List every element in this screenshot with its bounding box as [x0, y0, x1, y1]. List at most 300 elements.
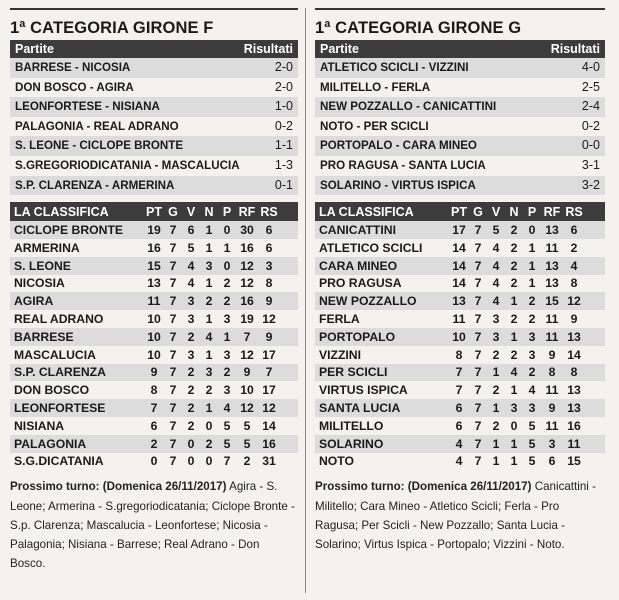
- goals-against: 7: [265, 365, 273, 380]
- drawn: 2: [510, 240, 518, 255]
- goals-for: 9: [548, 347, 556, 362]
- table-row: [315, 221, 605, 239]
- goals-against: 9: [570, 312, 578, 327]
- lost: 2: [223, 276, 231, 291]
- won: 3: [492, 329, 500, 344]
- played: 7: [474, 347, 482, 362]
- team-name: DON BOSCO: [14, 383, 90, 398]
- drawn: 2: [205, 383, 213, 398]
- goals-against: 6: [265, 223, 273, 238]
- team-name: MILITELLO: [319, 418, 384, 433]
- match-teams: LEONFORTESE - NISIANA: [15, 100, 160, 114]
- table-row: [315, 435, 605, 453]
- goals-for: 9: [548, 401, 556, 416]
- drawn: 2: [205, 294, 213, 309]
- match-row: [10, 136, 298, 156]
- team-name: NEW POZZALLO: [319, 294, 417, 309]
- points: 10: [147, 347, 161, 362]
- goals-against: 8: [570, 365, 578, 380]
- table-row: [315, 239, 605, 257]
- standings-header: [10, 202, 298, 221]
- table-row: [315, 292, 605, 310]
- drawn: 1: [205, 312, 213, 327]
- won: 2: [492, 418, 500, 433]
- lost: 5: [223, 418, 231, 433]
- points: 4: [455, 454, 463, 469]
- goals-for: 15: [545, 294, 559, 309]
- goals-against: 13: [567, 383, 581, 398]
- points: 14: [452, 240, 466, 255]
- lost: 3: [528, 347, 536, 362]
- goals-against: 9: [265, 329, 273, 344]
- points: 0: [150, 454, 158, 469]
- won: 5: [492, 223, 500, 238]
- played: 7: [169, 312, 177, 327]
- next-round-lead: Prossimo turno: (Domenica 26/11/2017): [10, 480, 227, 494]
- goals-for: 10: [240, 383, 254, 398]
- points: 2: [150, 436, 158, 451]
- team-name: PALAGONIA: [14, 436, 87, 451]
- table-row: [10, 310, 298, 328]
- points: 9: [150, 365, 158, 380]
- top-rule: [10, 8, 298, 16]
- table-row: [10, 381, 298, 399]
- lost: 2: [223, 365, 231, 380]
- match-row: [10, 176, 298, 196]
- header-team-name: LA CLASSIFICA: [319, 204, 414, 219]
- played: 7: [169, 383, 177, 398]
- table-row: [315, 310, 605, 328]
- team-name: CANICATTINI: [319, 223, 396, 238]
- goals-against: 14: [262, 418, 276, 433]
- points: 15: [147, 258, 161, 273]
- played: 7: [169, 418, 177, 433]
- drawn: 3: [205, 258, 213, 273]
- played: 7: [474, 383, 482, 398]
- match-teams: ATLETICO SCICLI - VIZZINI: [320, 61, 469, 74]
- points: 11: [147, 294, 161, 309]
- table-row: [10, 435, 298, 453]
- won: 3: [187, 294, 195, 309]
- match-teams: S. LEONE - CICLOPE BRONTE: [15, 139, 184, 153]
- played: 7: [169, 223, 177, 238]
- lost: 2: [528, 365, 536, 380]
- goals-against: 9: [265, 294, 273, 309]
- won: 1: [492, 436, 500, 451]
- won: 4: [187, 276, 195, 291]
- lost: 1: [528, 240, 536, 255]
- header-goals-against: RS: [260, 204, 278, 219]
- girone-f-title: 1ª CATEGORIA GIRONE F: [10, 19, 214, 37]
- won: 2: [187, 418, 195, 433]
- matches-header-left: Partite: [15, 42, 54, 56]
- lost: 3: [223, 312, 231, 327]
- next-round-lead: Prossimo turno: (Domenica 26/11/2017): [315, 480, 532, 494]
- won: 4: [492, 240, 500, 255]
- lost: 1: [528, 276, 536, 291]
- table-row: [315, 381, 605, 399]
- played: 7: [474, 312, 482, 327]
- lost: 5: [528, 436, 536, 451]
- table-row: [315, 275, 605, 293]
- table-row: [10, 239, 298, 257]
- played: 7: [474, 454, 482, 469]
- header-goals-for: RF: [238, 204, 256, 219]
- goals-for: 9: [243, 365, 251, 380]
- played: 7: [474, 276, 482, 291]
- won: 2: [187, 383, 195, 398]
- goals-for: 6: [548, 454, 556, 469]
- goals-for: 12: [240, 401, 254, 416]
- goals-against: 17: [262, 347, 276, 362]
- points: 7: [455, 365, 463, 380]
- match-result: 0-2: [274, 118, 293, 133]
- played: 7: [474, 294, 482, 309]
- points: 7: [150, 401, 158, 416]
- lost: 1: [223, 240, 231, 255]
- team-name: NOTO: [319, 454, 354, 469]
- goals-against: 31: [262, 454, 276, 469]
- match-list: [10, 58, 298, 195]
- played: 7: [169, 454, 177, 469]
- header-played: G: [168, 204, 178, 219]
- lost: 4: [528, 383, 536, 398]
- match-row: [10, 97, 298, 117]
- match-teams: PORTOPALO - CARA MINEO: [320, 139, 477, 153]
- table-row: [315, 346, 605, 364]
- points: 13: [147, 276, 161, 291]
- won: 1: [492, 401, 500, 416]
- team-name: AGIRA: [14, 294, 54, 309]
- played: 7: [474, 223, 482, 238]
- header-lost: P: [527, 204, 537, 219]
- match-row: [315, 156, 605, 176]
- team-name: LEONFORTESE: [14, 401, 106, 416]
- header-points: PT: [146, 204, 162, 219]
- points: 17: [452, 223, 466, 238]
- header-drawn: N: [509, 204, 519, 219]
- goals-against: 12: [262, 312, 276, 327]
- goals-against: 4: [570, 258, 578, 273]
- next-round-fixtures: Canicattini - Militello; Cara Mineo - Atletico Scicli; Ferla - Pro Ragusa; Per Scicli - New Pozzallo; Santa Lucia - Solarino; Virtus Ispica - Portopalo; Vizzini - Noto.: [315, 480, 596, 551]
- goals-for: 11: [545, 329, 559, 344]
- table-row: [10, 399, 298, 417]
- goals-against: 14: [567, 347, 581, 362]
- match-result: 1-1: [274, 138, 293, 153]
- table-row: [315, 328, 605, 346]
- won: 6: [187, 223, 195, 238]
- match-row: [315, 58, 605, 78]
- played: 7: [169, 258, 177, 273]
- goals-for: 16: [240, 294, 254, 309]
- drawn: 1: [205, 347, 213, 362]
- points: 10: [452, 329, 466, 344]
- won: 4: [187, 258, 195, 273]
- played: 7: [169, 276, 177, 291]
- lost: 3: [528, 401, 536, 416]
- table-row: [10, 328, 298, 346]
- header-lost: P: [222, 204, 232, 219]
- goals-for: 13: [545, 223, 559, 238]
- points: 6: [455, 401, 463, 416]
- drawn: 2: [510, 276, 518, 291]
- matches-header: [315, 40, 605, 58]
- matches-header-right: Risultati: [550, 42, 600, 56]
- match-row: [315, 78, 605, 98]
- match-teams: PRO RAGUSA - SANTA LUCIA: [320, 158, 486, 172]
- team-name: PER SCICLI: [319, 365, 388, 380]
- points: 14: [452, 276, 466, 291]
- lost: 0: [528, 223, 536, 238]
- drawn: 1: [510, 294, 518, 309]
- drawn: 3: [205, 365, 213, 380]
- drawn: 1: [510, 383, 518, 398]
- drawn: 4: [205, 329, 213, 344]
- drawn: 2: [510, 258, 518, 273]
- lost: 2: [528, 294, 536, 309]
- won: 2: [492, 347, 500, 362]
- played: 7: [169, 401, 177, 416]
- girone-g-column: [315, 0, 605, 554]
- lost: 3: [528, 329, 536, 344]
- played: 7: [474, 240, 482, 255]
- goals-against: 8: [265, 276, 273, 291]
- points: 19: [147, 223, 161, 238]
- girone-f-column: [10, 0, 298, 573]
- table-row: [10, 221, 298, 239]
- drawn: 2: [510, 312, 518, 327]
- drawn: 0: [205, 418, 213, 433]
- played: 7: [169, 347, 177, 362]
- points: 14: [452, 258, 466, 273]
- team-name: PORTOPALO: [319, 329, 396, 344]
- match-row: [10, 78, 298, 98]
- header-points: PT: [451, 204, 467, 219]
- lost: 1: [223, 329, 231, 344]
- goals-against: 12: [262, 401, 276, 416]
- played: 7: [474, 401, 482, 416]
- goals-against: 8: [570, 276, 578, 291]
- lost: 3: [223, 347, 231, 362]
- team-name: NISIANA: [14, 418, 65, 433]
- goals-against: 2: [570, 240, 578, 255]
- match-result: 0-0: [581, 138, 600, 153]
- goals-for: 13: [545, 258, 559, 273]
- played: 7: [474, 329, 482, 344]
- won: 2: [492, 383, 500, 398]
- standings-header: [315, 202, 605, 221]
- team-name: CARA MINEO: [319, 258, 398, 273]
- table-row: [10, 453, 298, 471]
- match-result: 4-0: [581, 60, 600, 74]
- lost: 2: [528, 312, 536, 327]
- match-result: 1-3: [274, 157, 293, 172]
- points: 13: [452, 294, 466, 309]
- table-row: [10, 417, 298, 435]
- goals-for: 11: [545, 418, 559, 433]
- match-teams: NEW POZZALLO - CANICATTINI: [320, 100, 497, 114]
- match-result: 3-1: [581, 157, 600, 172]
- goals-for: 5: [243, 418, 251, 433]
- lost: 0: [223, 223, 231, 238]
- drawn: 3: [510, 401, 518, 416]
- goals-for: 12: [240, 258, 254, 273]
- won: 4: [492, 258, 500, 273]
- points: 10: [147, 312, 161, 327]
- won: 3: [187, 312, 195, 327]
- match-result: 2-5: [581, 79, 600, 94]
- lost: 7: [223, 454, 231, 469]
- played: 7: [169, 436, 177, 451]
- played: 7: [474, 365, 482, 380]
- points: 7: [455, 383, 463, 398]
- team-name: SOLARINO: [319, 436, 384, 451]
- team-name: MASCALUCIA: [14, 347, 96, 362]
- lost: 2: [223, 294, 231, 309]
- lost: 0: [223, 258, 231, 273]
- match-teams: S.P. CLARENZA - ARMERINA: [15, 178, 175, 192]
- points: 8: [455, 347, 463, 362]
- top-rule: [315, 8, 605, 16]
- match-row: [10, 58, 298, 78]
- match-result: 2-0: [274, 60, 293, 74]
- match-result: 3-2: [581, 177, 600, 192]
- match-result: 2-0: [274, 79, 293, 94]
- next-round-fixtures: Agira - S. Leone; Armerina - S.gregoriodicatania; Ciclope Bronte - S.p. Clarenza; Mascalucia - Leonfortese; Nicosia - Palagonia; Nisiana - Barrese; Real Adrano - Don Bosco.: [10, 480, 295, 571]
- goals-against: 13: [567, 329, 581, 344]
- team-name: S. LEONE: [14, 258, 71, 273]
- match-teams: NOTO - PER SCICLI: [320, 119, 429, 133]
- standings-table: [10, 221, 298, 470]
- drawn: 2: [205, 436, 213, 451]
- lost: 1: [528, 258, 536, 273]
- match-row: [10, 156, 298, 176]
- table-row: [315, 417, 605, 435]
- drawn: 0: [205, 454, 213, 469]
- goals-for: 11: [545, 383, 559, 398]
- match-result: 2-4: [581, 99, 600, 114]
- table-row: [315, 364, 605, 382]
- matches-header-left: Partite: [320, 42, 359, 56]
- table-row: [10, 364, 298, 382]
- team-name: ATLETICO SCICLI: [319, 240, 423, 255]
- header-team-name: LA CLASSIFICA: [14, 204, 109, 219]
- match-teams: S.GREGORIODICATANIA - MASCALUCIA: [15, 158, 240, 172]
- won: 0: [187, 454, 195, 469]
- played: 7: [474, 436, 482, 451]
- won: 0: [187, 436, 195, 451]
- goals-for: 11: [545, 312, 559, 327]
- won: 1: [492, 454, 500, 469]
- goals-against: 16: [262, 436, 276, 451]
- goals-for: 13: [545, 276, 559, 291]
- played: 7: [169, 365, 177, 380]
- table-row: [315, 453, 605, 471]
- points: 11: [452, 312, 466, 327]
- next-round: [315, 477, 605, 554]
- header-goals-against: RS: [565, 204, 583, 219]
- drawn: 2: [510, 223, 518, 238]
- goals-for: 11: [545, 240, 559, 255]
- team-name: S.P. CLARENZA: [14, 365, 106, 380]
- won: 2: [187, 401, 195, 416]
- drawn: 1: [205, 401, 213, 416]
- goals-against: 16: [567, 418, 581, 433]
- team-name: SANTA LUCIA: [319, 401, 401, 416]
- played: 7: [169, 294, 177, 309]
- won: 5: [187, 240, 195, 255]
- team-name: NICOSIA: [14, 276, 65, 291]
- match-row: [315, 117, 605, 137]
- goals-against: 11: [567, 436, 581, 451]
- match-row: [315, 176, 605, 196]
- drawn: 0: [510, 418, 518, 433]
- team-name: BARRESE: [14, 329, 74, 344]
- lost: 4: [223, 401, 231, 416]
- match-teams: PALAGONIA - REAL ADRANO: [15, 119, 179, 133]
- drawn: 1: [510, 329, 518, 344]
- won: 3: [492, 312, 500, 327]
- won: 4: [492, 294, 500, 309]
- won: 4: [492, 276, 500, 291]
- team-name: ARMERINA: [14, 240, 80, 255]
- match-result: 0-1: [274, 177, 293, 192]
- points: 10: [147, 329, 161, 344]
- drawn: 1: [205, 276, 213, 291]
- table-row: [10, 292, 298, 310]
- goals-against: 6: [265, 240, 273, 255]
- drawn: 1: [205, 223, 213, 238]
- won: 2: [187, 365, 195, 380]
- lost: 5: [528, 418, 536, 433]
- drawn: 4: [510, 365, 518, 380]
- team-name: CICLOPE BRONTE: [14, 223, 124, 238]
- header-drawn: N: [204, 204, 214, 219]
- match-list: [315, 58, 605, 195]
- goals-for: 8: [548, 365, 556, 380]
- standings-table: [315, 221, 605, 470]
- match-result: 1-0: [274, 99, 293, 114]
- drawn: 1: [205, 240, 213, 255]
- goals-for: 2: [243, 454, 251, 469]
- played: 7: [169, 240, 177, 255]
- points: 4: [455, 436, 463, 451]
- drawn: 2: [510, 347, 518, 362]
- girone-g-title: 1ª CATEGORIA GIRONE G: [315, 19, 522, 37]
- goals-for: 7: [243, 329, 251, 344]
- table-row: [10, 346, 298, 364]
- match-teams: SOLARINO - VIRTUS ISPICA: [320, 178, 476, 192]
- header-won: V: [491, 204, 501, 219]
- table-row: [10, 275, 298, 293]
- points: 8: [150, 383, 158, 398]
- points: 6: [455, 418, 463, 433]
- match-row: [315, 97, 605, 117]
- goals-against: 6: [570, 223, 578, 238]
- table-row: [315, 399, 605, 417]
- next-round: [10, 477, 298, 573]
- played: 7: [474, 418, 482, 433]
- team-name: FERLA: [319, 312, 360, 327]
- goals-against: 3: [265, 258, 273, 273]
- team-name: S.G.DICATANIA: [14, 454, 104, 469]
- drawn: 1: [510, 454, 518, 469]
- lost: 5: [223, 436, 231, 451]
- won: 3: [187, 347, 195, 362]
- team-name: VIRTUS ISPICA: [319, 383, 408, 398]
- match-result: 0-2: [581, 118, 600, 133]
- goals-for: 5: [243, 436, 251, 451]
